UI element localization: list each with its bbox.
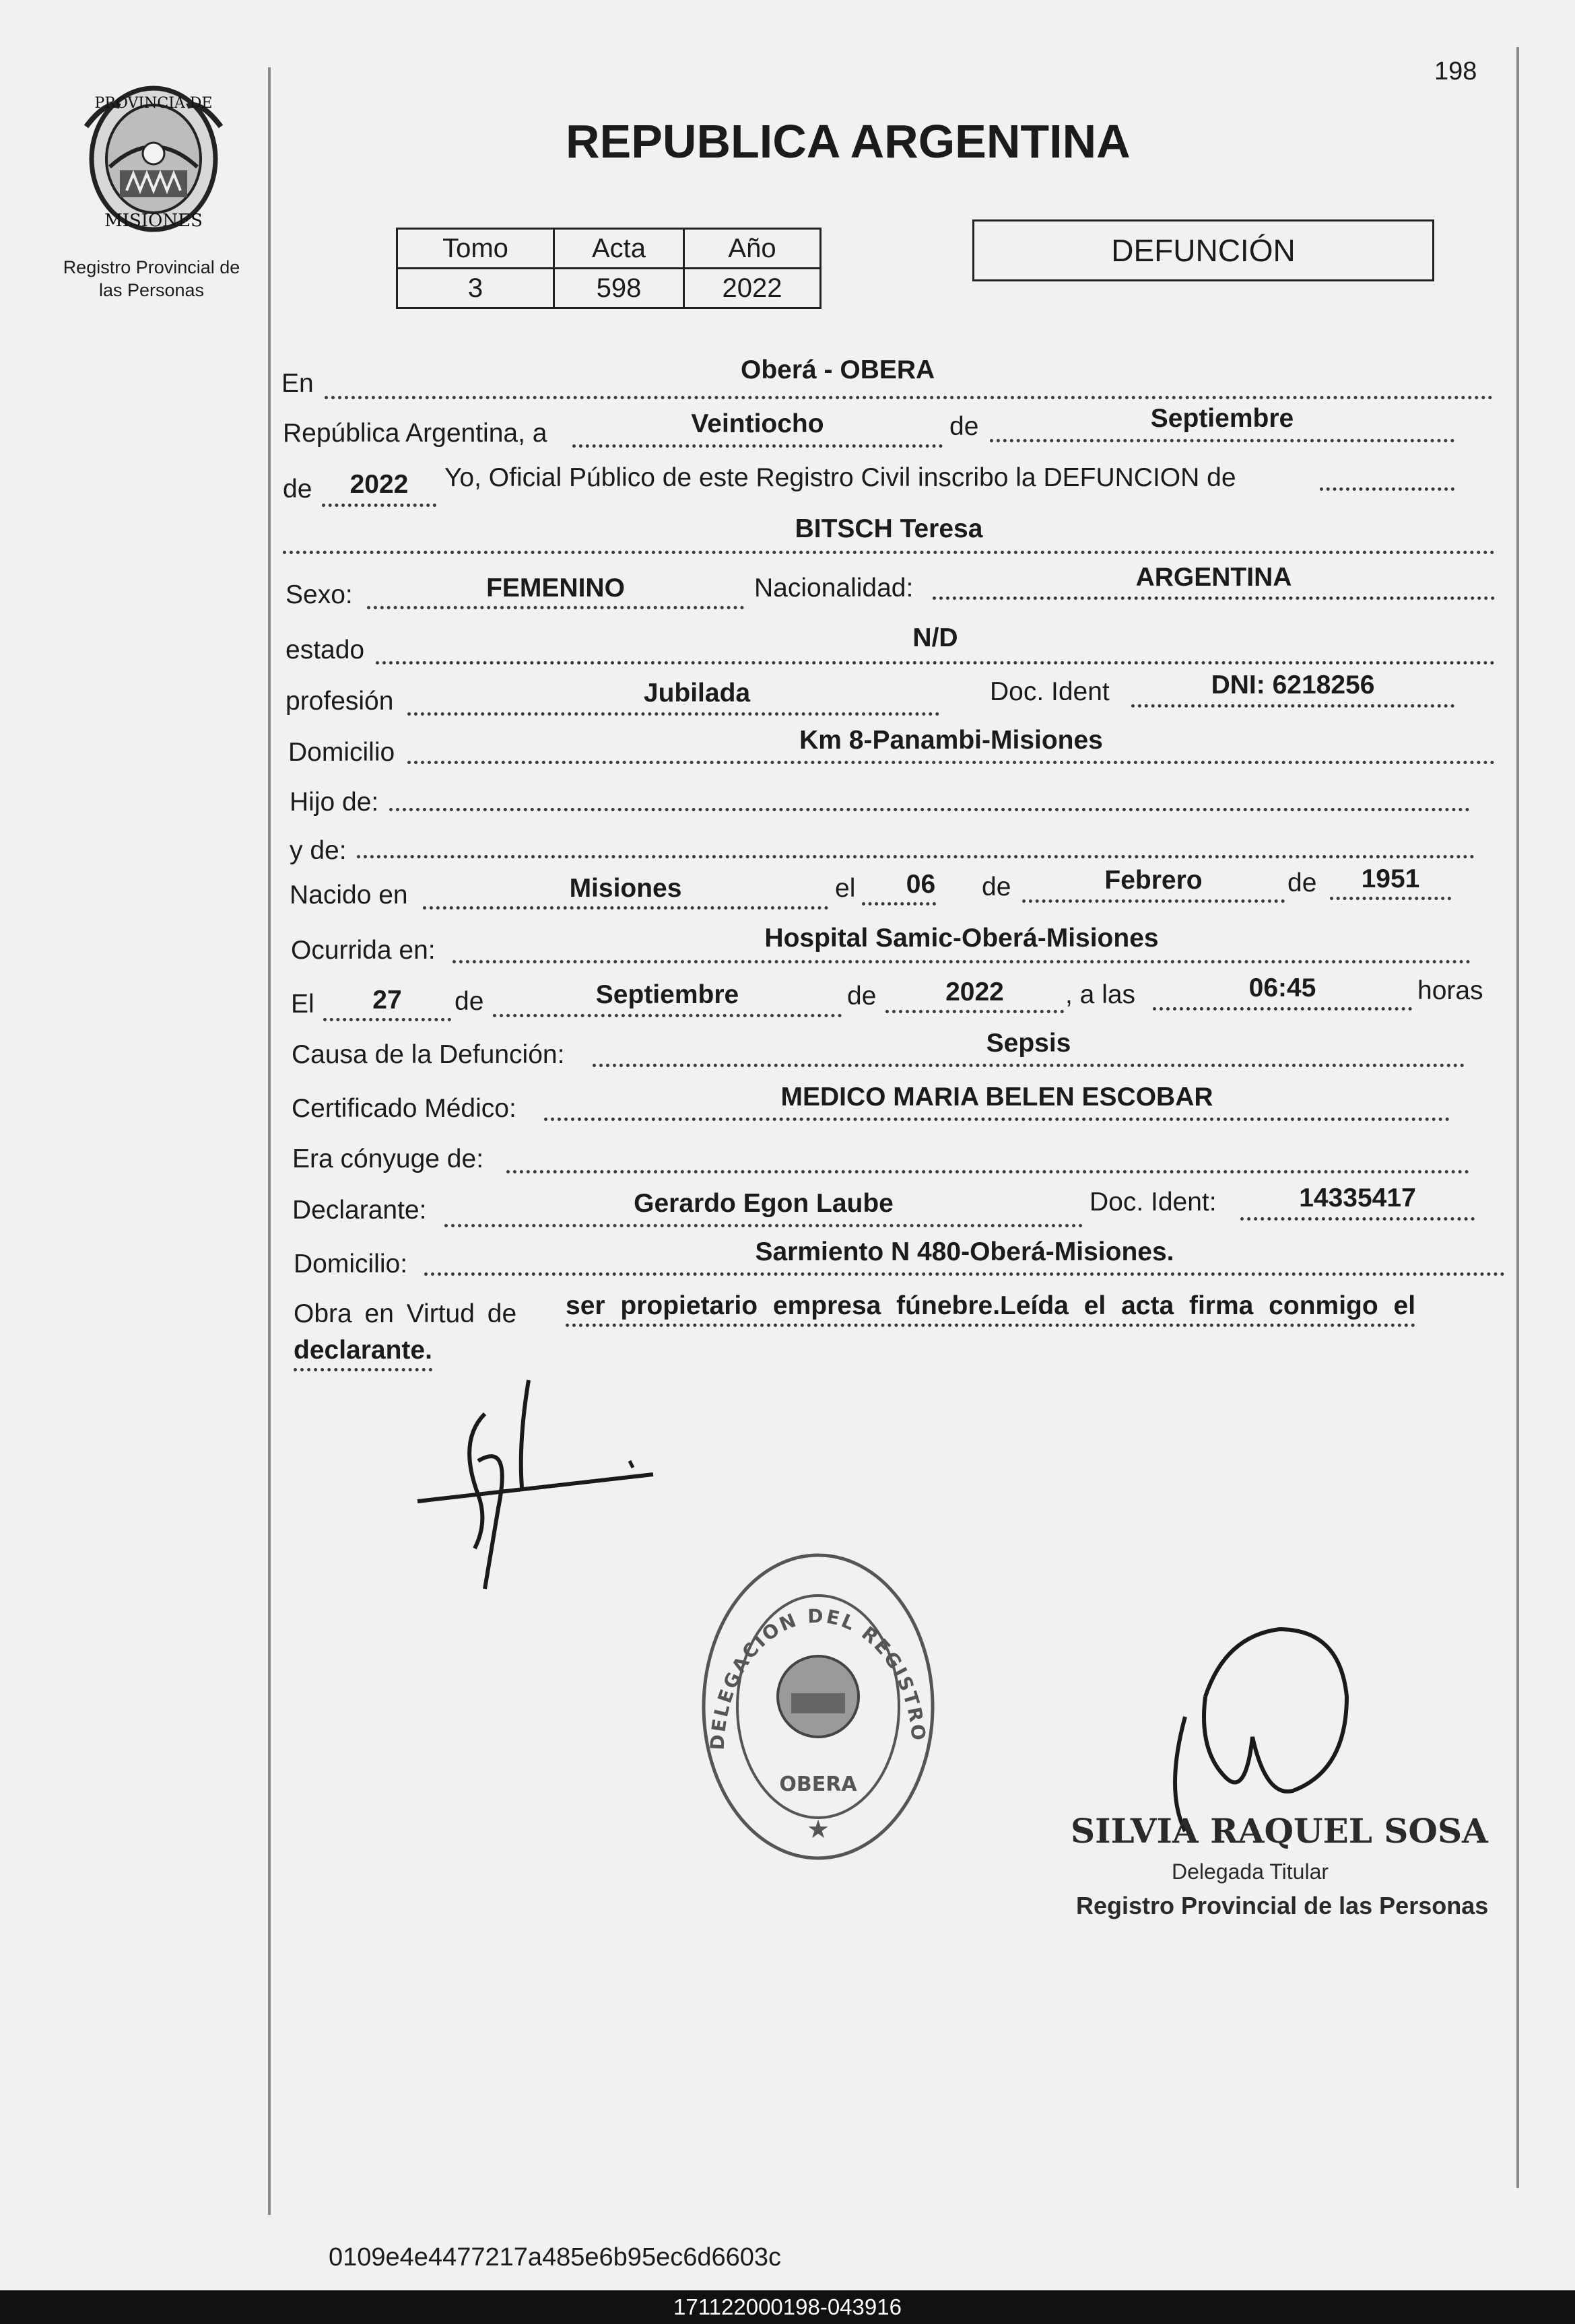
page-number: 198 (1434, 57, 1477, 86)
right-margin-line (1516, 47, 1519, 2188)
document-hash: 0109e4e4477217a485e6b95ec6d6603c (329, 2243, 782, 2271)
left-margin-line (268, 67, 271, 2215)
ocurrida-en-label: Ocurrida en: (291, 936, 436, 965)
y-de-label: y de: (290, 836, 347, 865)
death-time-value: 06:45 (1248, 973, 1316, 1002)
death-month-line (493, 1014, 842, 1017)
en-line (325, 396, 1493, 399)
register-header-row (397, 229, 821, 269)
republica-label: República Argentina, a (283, 419, 547, 448)
stamp-city: OBERA (779, 1773, 857, 1796)
stamp-outer-text: DELEGACION DEL REGISTRO (706, 1604, 930, 1751)
ocurrida-en-value: Hospital Samic-Oberá-Misiones (764, 924, 1159, 953)
register-header-tomo: Tomo (397, 229, 554, 269)
office-name-line2: las Personas (98, 280, 205, 300)
de-label-6: de (847, 982, 877, 1011)
domicilio-2-line (424, 1272, 1505, 1276)
obra-label: Obra en Virtud de (294, 1299, 517, 1328)
obra-value-line1: ser propietario empresa fúnebre.Leída el acta firma conmigo el (566, 1291, 1415, 1327)
day-words-value: Veintiocho (691, 409, 824, 438)
doc-ident-value: DNI: 6218256 (1211, 671, 1375, 699)
domicilio-2-label: Domicilio: (294, 1250, 408, 1278)
hijo-de-label: Hijo de: (290, 788, 379, 817)
causa-label: Causa de la Defunción: (292, 1040, 565, 1069)
hijo-de-line (389, 808, 1470, 811)
conyuge-label: Era cónyuge de: (292, 1144, 484, 1173)
estado-value: N/D (912, 623, 958, 652)
causa-line (593, 1064, 1465, 1067)
barcode-strip (0, 2290, 1575, 2324)
register-table (396, 228, 822, 309)
nacionalidad-line (933, 596, 1495, 600)
horas-label: horas (1417, 976, 1483, 1005)
official-role: Delegada Titular (1172, 1859, 1329, 1884)
official-signature (1145, 1616, 1360, 1845)
birth-day-line (862, 902, 936, 905)
declarante-label: Declarante: (292, 1196, 427, 1225)
domicilio-2-value: Sarmiento N 480-Oberá-Misiones. (755, 1237, 1174, 1266)
name-line (283, 551, 1495, 554)
birth-day-value: 06 (906, 870, 936, 899)
death-year-value: 2022 (945, 978, 1004, 1006)
certificado-label: Certificado Médico: (292, 1094, 516, 1123)
official-office: Registro Provincial de las Personas (1076, 1892, 1489, 1919)
de-label-4: de (1287, 868, 1317, 897)
barcode-text: 171122000198-043916 (673, 2294, 902, 2319)
domicilio-label: Domicilio (288, 738, 395, 767)
certificado-line (544, 1118, 1450, 1121)
nacionalidad-label: Nacionalidad: (754, 574, 914, 603)
sexo-value: FEMENINO (486, 574, 625, 603)
death-month-value: Septiembre (595, 980, 739, 1009)
register-header-acta: Acta (554, 229, 684, 269)
ocurrida-en-line (453, 960, 1471, 963)
y-de-line (357, 855, 1475, 858)
declarante-value: Gerardo Egon Laube (634, 1189, 894, 1218)
domicilio-line (407, 761, 1495, 764)
birth-year-line (1330, 897, 1451, 900)
deceased-name-value: BITSCH Teresa (795, 514, 983, 543)
profesion-label: profesión (286, 687, 394, 716)
inscribe-line (1320, 487, 1454, 491)
death-time-line (1153, 1007, 1412, 1011)
sexo-label: Sexo: (286, 580, 353, 609)
a-las-label: , a las (1065, 980, 1136, 1009)
doc-ident-2-value: 14335417 (1299, 1184, 1416, 1212)
nacido-en-label: Nacido en (290, 881, 408, 910)
death-day-value: 27 (372, 986, 402, 1015)
month-value: Septiembre (1150, 404, 1294, 433)
causa-value: Sepsis (986, 1029, 1071, 1058)
year-value: 2022 (349, 470, 409, 499)
record-type-box (972, 219, 1434, 281)
de-label-5: de (455, 987, 484, 1016)
death-year-line (885, 1010, 1064, 1013)
en-label: En (281, 369, 314, 398)
register-header-anio: Año (684, 229, 821, 269)
estado-label: estado (286, 636, 365, 664)
office-name-line1: Registro Provincial de (63, 257, 240, 277)
birth-month-line (1022, 899, 1285, 903)
sexo-line (367, 606, 744, 609)
doc-ident-label: Doc. Ident (990, 677, 1110, 706)
year-line (322, 504, 436, 507)
estado-line (376, 661, 1495, 664)
office-name (40, 256, 263, 302)
page-title: REPUBLICA ARGENTINA (566, 115, 1131, 168)
el-label: el (835, 874, 856, 903)
delegation-stamp (697, 1548, 939, 1865)
conyuge-line (506, 1170, 1469, 1173)
doc-ident-2-line (1240, 1217, 1475, 1221)
place-value: Oberá - OBERA (741, 355, 935, 384)
profesion-line (407, 712, 939, 716)
register-value-row (397, 269, 821, 308)
nacido-en-value: Misiones (569, 874, 682, 903)
logo-text-bottom: MISIONES (104, 211, 203, 231)
profesion-value: Jubilada (643, 679, 751, 708)
register-tomo-value: 3 (397, 269, 554, 308)
declarante-line (444, 1224, 1083, 1227)
declarant-signature (404, 1373, 660, 1596)
doc-ident-line (1131, 704, 1454, 708)
day-line (572, 444, 943, 448)
nacido-en-line (423, 906, 828, 910)
month-line (990, 439, 1454, 442)
nacionalidad-value: ARGENTINA (1135, 563, 1292, 592)
death-day-line (323, 1018, 451, 1021)
birth-year-value: 1951 (1361, 864, 1420, 893)
logo-text-top: PROVINCIA DE (94, 95, 213, 112)
record-type-label: DEFUNCIÓN (1111, 233, 1296, 268)
obra-value-line2: declarante. (294, 1336, 432, 1371)
de-label-1: de (949, 412, 979, 441)
el-label-2: El (291, 990, 314, 1019)
domicilio-value: Km 8-Panambi-Misiones (799, 726, 1103, 755)
de-label-2: de (283, 475, 312, 504)
inscribe-text: Yo, Oficial Público de este Registro Civil inscribo la DEFUNCION de (444, 463, 1236, 492)
register-acta-value: 598 (554, 269, 684, 308)
doc-ident-2-label: Doc. Ident: (1090, 1188, 1217, 1217)
register-anio-value: 2022 (684, 269, 821, 308)
birth-month-value: Febrero (1104, 866, 1203, 895)
certificado-value: MEDICO MARIA BELEN ESCOBAR (780, 1083, 1213, 1112)
official-name: SILVIA RAQUEL SOSA (1071, 1811, 1488, 1851)
stamp-star-icon: ★ (806, 1814, 830, 1844)
de-label-3: de (982, 873, 1011, 901)
province-seal-logo (79, 79, 228, 241)
